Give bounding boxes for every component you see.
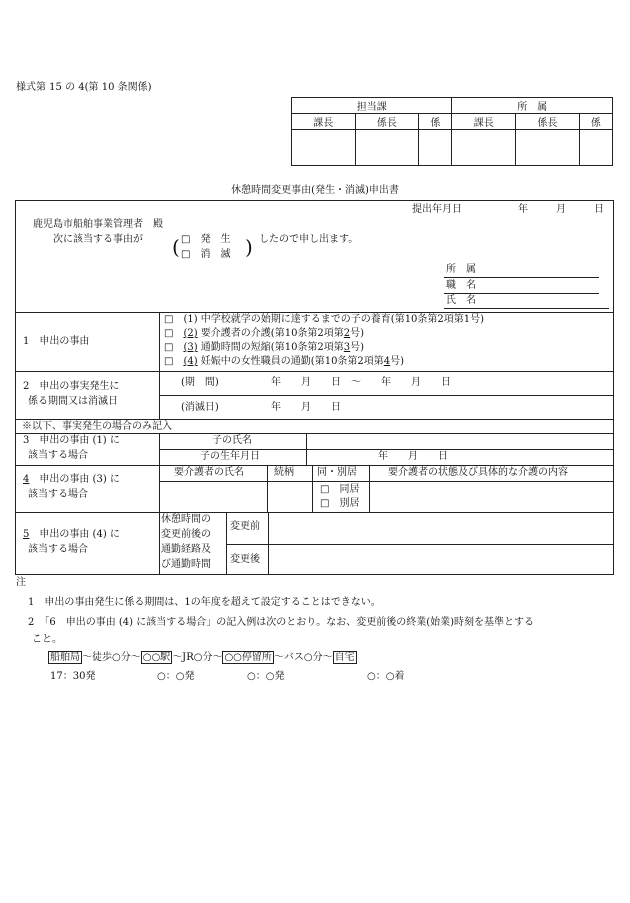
intro-suffix: したので申し出ます。 <box>259 234 359 245</box>
route-label-line: 休憩時間の <box>161 514 211 525</box>
care-status-header: 要介護者の状態及び具体的な介護の内容 <box>388 467 568 478</box>
route-time: 17：30発 <box>50 671 96 682</box>
reason-item-3[interactable]: □ (3) 通勤時間の短縮(第10条第2項第3号) <box>164 342 365 353</box>
child-name-label: 子の氏名 <box>212 435 252 446</box>
submission-year[interactable]: 年 <box>518 204 528 215</box>
after-change-label: 変更後 <box>230 554 260 565</box>
reason-item-2[interactable]: □ (2) 要介護者の介護(第10条第2項第2号) <box>164 328 365 339</box>
position-label: 職 名 <box>446 280 476 291</box>
section2-label: 2 申出の事実発生に <box>23 381 120 392</box>
approval-col: 係 <box>419 114 452 130</box>
reason-item-1[interactable]: □ (1) 中学校就学の始期に達するまでの子の養育(第10条第2項第1号) <box>164 314 485 325</box>
addressee: 鹿児島市船舶事業管理者 殿 <box>33 219 163 230</box>
route-time: ○：○発 <box>157 671 195 682</box>
stamp-cell[interactable] <box>516 130 580 166</box>
period-dates[interactable]: 年 月 日 ～ 年 月 日 <box>271 377 451 388</box>
route-label-line: 変更前後の <box>161 529 211 540</box>
stamp-cell[interactable] <box>355 130 419 166</box>
route-station: 自宅 <box>334 652 355 663</box>
section2-label: 係る期間又は消滅日 <box>28 396 118 407</box>
route-station: ○○駅 <box>142 652 171 663</box>
document-title: 休憩時間変更事由(発生・消滅)申出書 <box>231 185 399 196</box>
approval-col: 係 <box>579 114 612 130</box>
occurrence-checkbox[interactable]: □ 発 生 <box>181 234 231 245</box>
cohabitation-header: 同・別居 <box>317 467 357 478</box>
route-time: ○：○発 <box>247 671 285 682</box>
submission-day[interactable]: 日 <box>594 204 604 215</box>
stamp-cell[interactable] <box>292 130 356 166</box>
section5-label: 5 申出の事由 (4) に <box>23 529 120 540</box>
caregiver-name-header: 要介護者の氏名 <box>174 467 244 478</box>
extinction-dates[interactable]: 年 月 日 <box>271 402 341 413</box>
stamp-cell[interactable] <box>452 130 516 166</box>
form-number: 様式第 15 の 4(第 10 条関係) <box>16 82 152 93</box>
section1-label: 1 申出の事由 <box>23 336 90 347</box>
fact-only-note: ※以下、事実発生の場合のみ記入 <box>22 421 172 432</box>
section3-label: 3 申出の事由 (1) に <box>23 435 120 446</box>
right-brace: ) <box>245 235 253 259</box>
route-station: 船舶局 <box>50 652 80 663</box>
application-form <box>15 200 614 575</box>
route-example: 船舶局 ～徒歩○分～ ○○駅 ～JR○分～ ○○停留所 ～バス○分～ 自宅 <box>50 652 355 663</box>
left-brace: ( <box>172 235 180 259</box>
note-2-continued: こと。 <box>32 634 62 645</box>
approval-stamp-table <box>291 97 613 166</box>
extinction-checkbox[interactable]: □ 消 滅 <box>181 249 231 260</box>
approval-group-shozoku: 所 属 <box>452 98 613 114</box>
stamp-cell[interactable] <box>419 130 452 166</box>
approval-group-tantou: 担当課 <box>292 98 452 114</box>
approval-col: 課長 <box>292 114 356 130</box>
living-together-checkbox[interactable]: □ 同居 <box>320 484 360 495</box>
approval-col: 係長 <box>355 114 419 130</box>
route-time: ○：○着 <box>367 671 405 682</box>
note-2: 2 「6 申出の事由 (4) に該当する場合」の記入例は次のとおり。なお、変更前後の終業(始業)時刻を基準とする <box>28 617 535 628</box>
living-separately-checkbox[interactable]: □ 別居 <box>320 498 360 509</box>
child-birth-dates[interactable]: 年 月 日 <box>378 451 448 462</box>
relation-header: 続柄 <box>274 467 294 478</box>
note-1: 1 申出の事由発生に係る期間は、1の年度を超えて設定することはできない。 <box>28 597 381 608</box>
notes-heading: 注 <box>16 577 26 588</box>
approval-col: 課長 <box>452 114 516 130</box>
approval-col: 係長 <box>516 114 580 130</box>
submission-month[interactable]: 月 <box>556 204 566 215</box>
reason-item-4[interactable]: □ (4) 妊娠中の女性職員の通勤(第10条第2項第4号) <box>164 356 405 367</box>
name-label: 氏 名 <box>446 295 476 306</box>
section4-label: 該当する場合 <box>28 489 88 500</box>
section3-label: 該当する場合 <box>28 450 88 461</box>
route-station: ○○停留所 <box>224 652 272 663</box>
stamp-cell[interactable] <box>579 130 612 166</box>
extinction-label: (消滅日) <box>181 402 219 413</box>
route-label-line: 通勤経路及 <box>161 544 211 555</box>
section5-label: 該当する場合 <box>28 544 88 555</box>
affiliation-label: 所 属 <box>446 264 476 275</box>
child-birth-label: 子の生年月日 <box>200 451 260 462</box>
section4-label: 4 申出の事由 (3) に <box>23 474 120 485</box>
submission-date-label: 提出年月日 <box>412 204 462 215</box>
before-change-label: 変更前 <box>230 521 260 532</box>
route-label-line: び通勤時間 <box>161 559 211 570</box>
intro-prefix: 次に該当する事由が <box>53 234 143 245</box>
period-label: (期 間) <box>181 377 219 388</box>
